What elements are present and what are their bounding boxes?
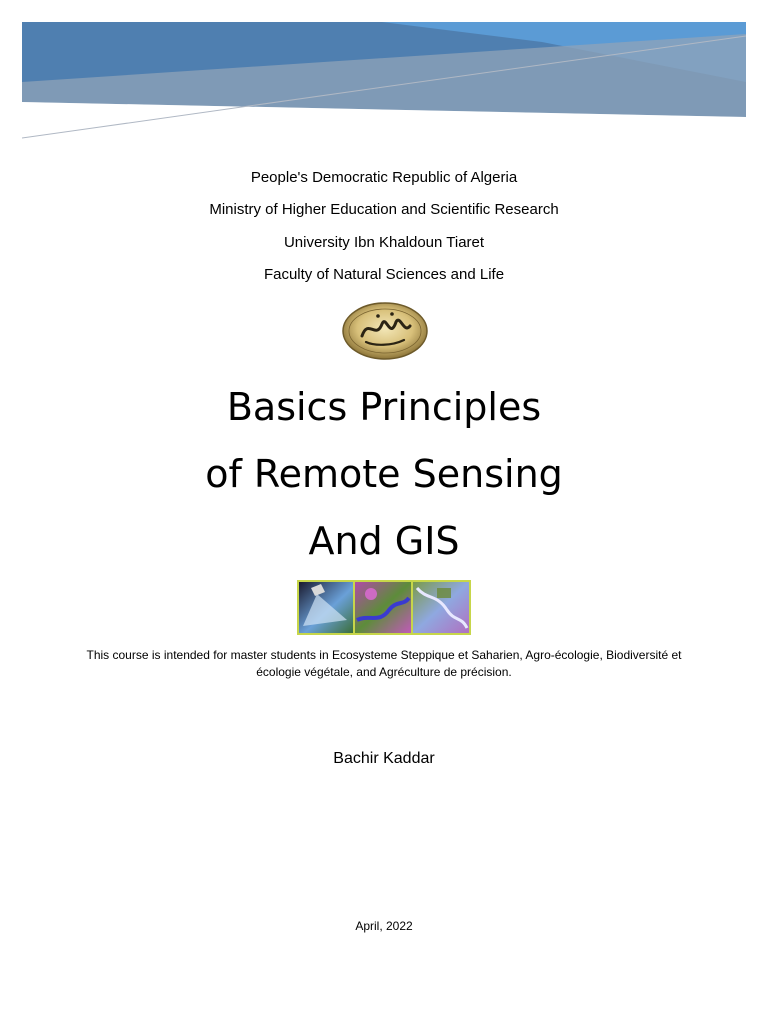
university-seal-logo — [340, 300, 430, 362]
institution-faculty: Faculty of Natural Sciences and Life — [263, 266, 505, 283]
satellite-image-3 — [413, 582, 469, 633]
title-line-2: of Remote Sensing — [205, 452, 563, 496]
course-description: This course is intended for master students in Ecosysteme Steppique et Saharien, Agro-écologie, Biodiversité et écologie végétale, and Agréculture de précision. — [86, 648, 682, 679]
institution-country: People's Democratic Republic of Algeria — [250, 169, 518, 186]
title-line-3: And GIS — [308, 519, 460, 563]
title-line-1: Basics Principles — [226, 385, 542, 429]
author-name: Bachir Kaddar — [333, 750, 435, 767]
satellite-image-1 — [299, 582, 353, 633]
publication-date: April, 2022 — [355, 919, 413, 933]
institution-university: University Ibn Khaldoun Tiaret — [283, 234, 485, 251]
satellite-image-2 — [355, 582, 411, 633]
satellite-image-strip — [297, 580, 471, 635]
header-banner-graphic — [22, 22, 746, 140]
institution-ministry: Ministry of Higher Education and Scientific Research — [209, 201, 559, 218]
satellite-images — [297, 580, 471, 635]
seal-graphic — [340, 300, 430, 362]
header-banner — [22, 22, 746, 140]
